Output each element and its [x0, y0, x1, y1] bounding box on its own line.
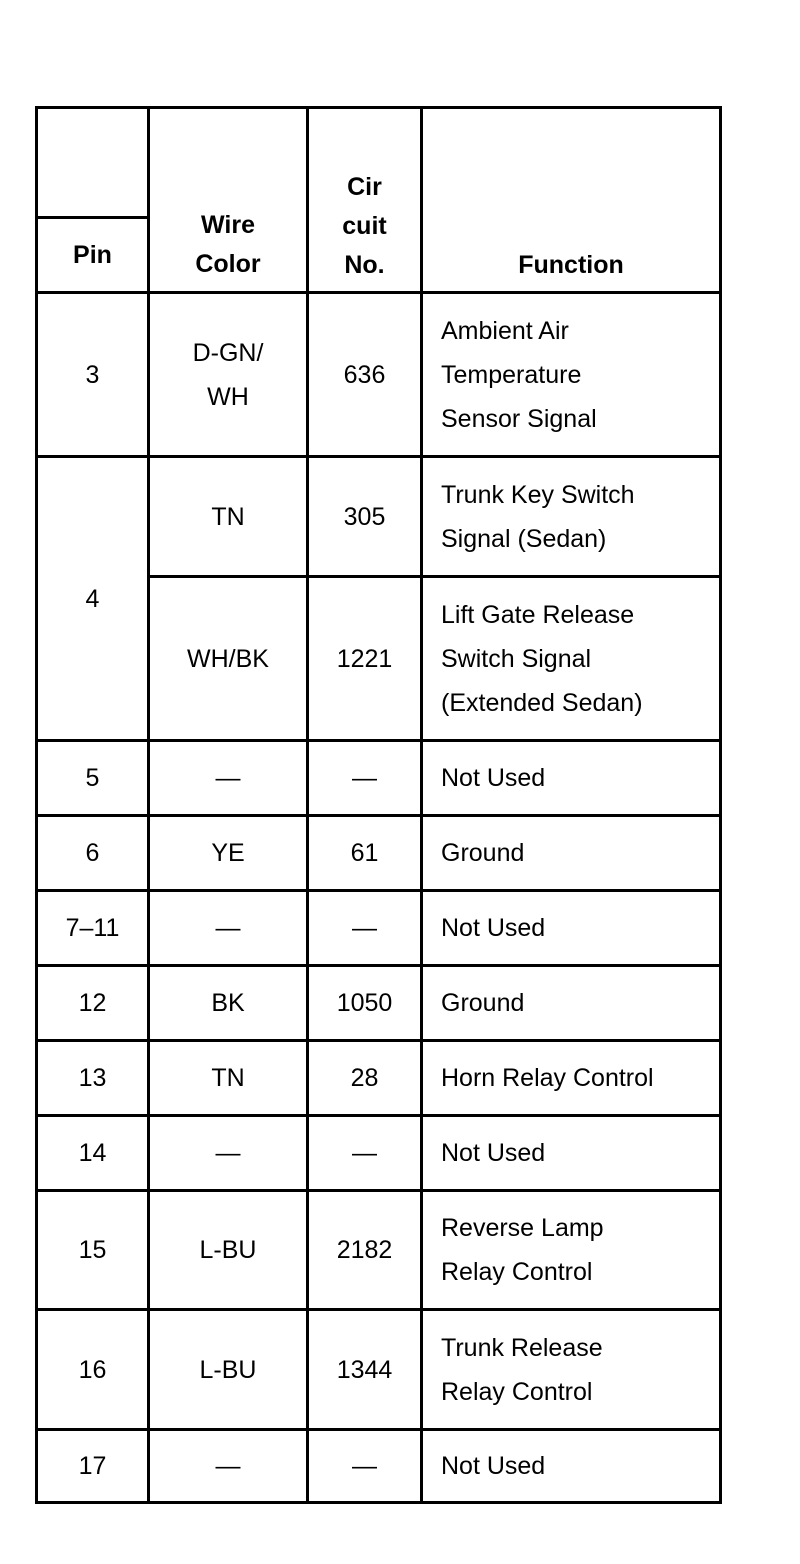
circuit-cell: 1221 [336, 644, 393, 673]
function-cell: Not Used [441, 1139, 546, 1167]
pin-cell: 6 [85, 839, 100, 867]
function-cell: Lift Gate Release Switch Signal (Extended Sedan) [441, 600, 643, 717]
wire-color-cell: — [215, 764, 241, 792]
wire-color-cell: — [215, 1139, 241, 1167]
pin-cell: 15 [78, 1236, 107, 1264]
header-wire-color: Wire Color [195, 211, 261, 278]
function-cell: Trunk Release Relay Control [441, 1333, 603, 1406]
wire-color-cell: YE [211, 839, 245, 867]
function-cell: Ground [441, 839, 525, 867]
circuit-cell: — [352, 1452, 377, 1480]
pin-cell: 16 [78, 1355, 107, 1384]
pin-cell: 4 [85, 584, 100, 613]
function-cell: Trunk Key Switch Signal (Sedan) [441, 480, 635, 553]
pin-cell: 17 [78, 1452, 107, 1480]
wire-color-cell: — [215, 1452, 241, 1480]
wire-color-cell: TN [211, 502, 245, 531]
circuit-cell: 28 [350, 1064, 379, 1092]
circuit-cell: — [352, 914, 377, 942]
wire-color-cell: L-BU [199, 1355, 257, 1384]
circuit-cell: 636 [343, 360, 386, 389]
pin-cell: 5 [85, 764, 100, 792]
function-cell: Reverse Lamp Relay Control [441, 1214, 604, 1286]
header-circuit-no: Cir cuit No. [342, 172, 387, 279]
circuit-cell: — [352, 1139, 377, 1167]
connector-pinout-table [35, 106, 722, 1504]
pin-cell: 3 [85, 360, 100, 389]
pin-cell: 12 [78, 989, 107, 1017]
function-cell: Ground [441, 989, 525, 1017]
circuit-cell: 1344 [336, 1355, 393, 1384]
circuit-cell: 61 [350, 839, 379, 867]
function-cell: Not Used [441, 764, 546, 792]
function-cell: Horn Relay Control [441, 1064, 654, 1092]
wire-color-cell: WH/BK [187, 644, 269, 673]
function-cell: Not Used [441, 914, 546, 942]
header-pin: Pin [73, 240, 112, 269]
pin-cell: 7–11 [65, 914, 120, 942]
circuit-cell: 2182 [336, 1236, 393, 1264]
pin-cell: 13 [78, 1064, 107, 1092]
wire-color-cell: BK [211, 989, 245, 1017]
wire-color-cell: TN [211, 1064, 245, 1092]
wire-color-cell: D-GN/ WH [192, 338, 264, 411]
function-cell: Ambient Air Temperature Sensor Signal [441, 316, 597, 433]
circuit-cell: 305 [343, 502, 386, 531]
pin-cell: 14 [78, 1139, 107, 1167]
function-cell: Not Used [441, 1452, 546, 1480]
header-function: Function [518, 250, 624, 279]
circuit-cell: 1050 [336, 989, 393, 1017]
wire-color-cell: L-BU [199, 1236, 257, 1264]
circuit-cell: — [352, 764, 377, 792]
wire-color-cell: — [215, 914, 241, 942]
